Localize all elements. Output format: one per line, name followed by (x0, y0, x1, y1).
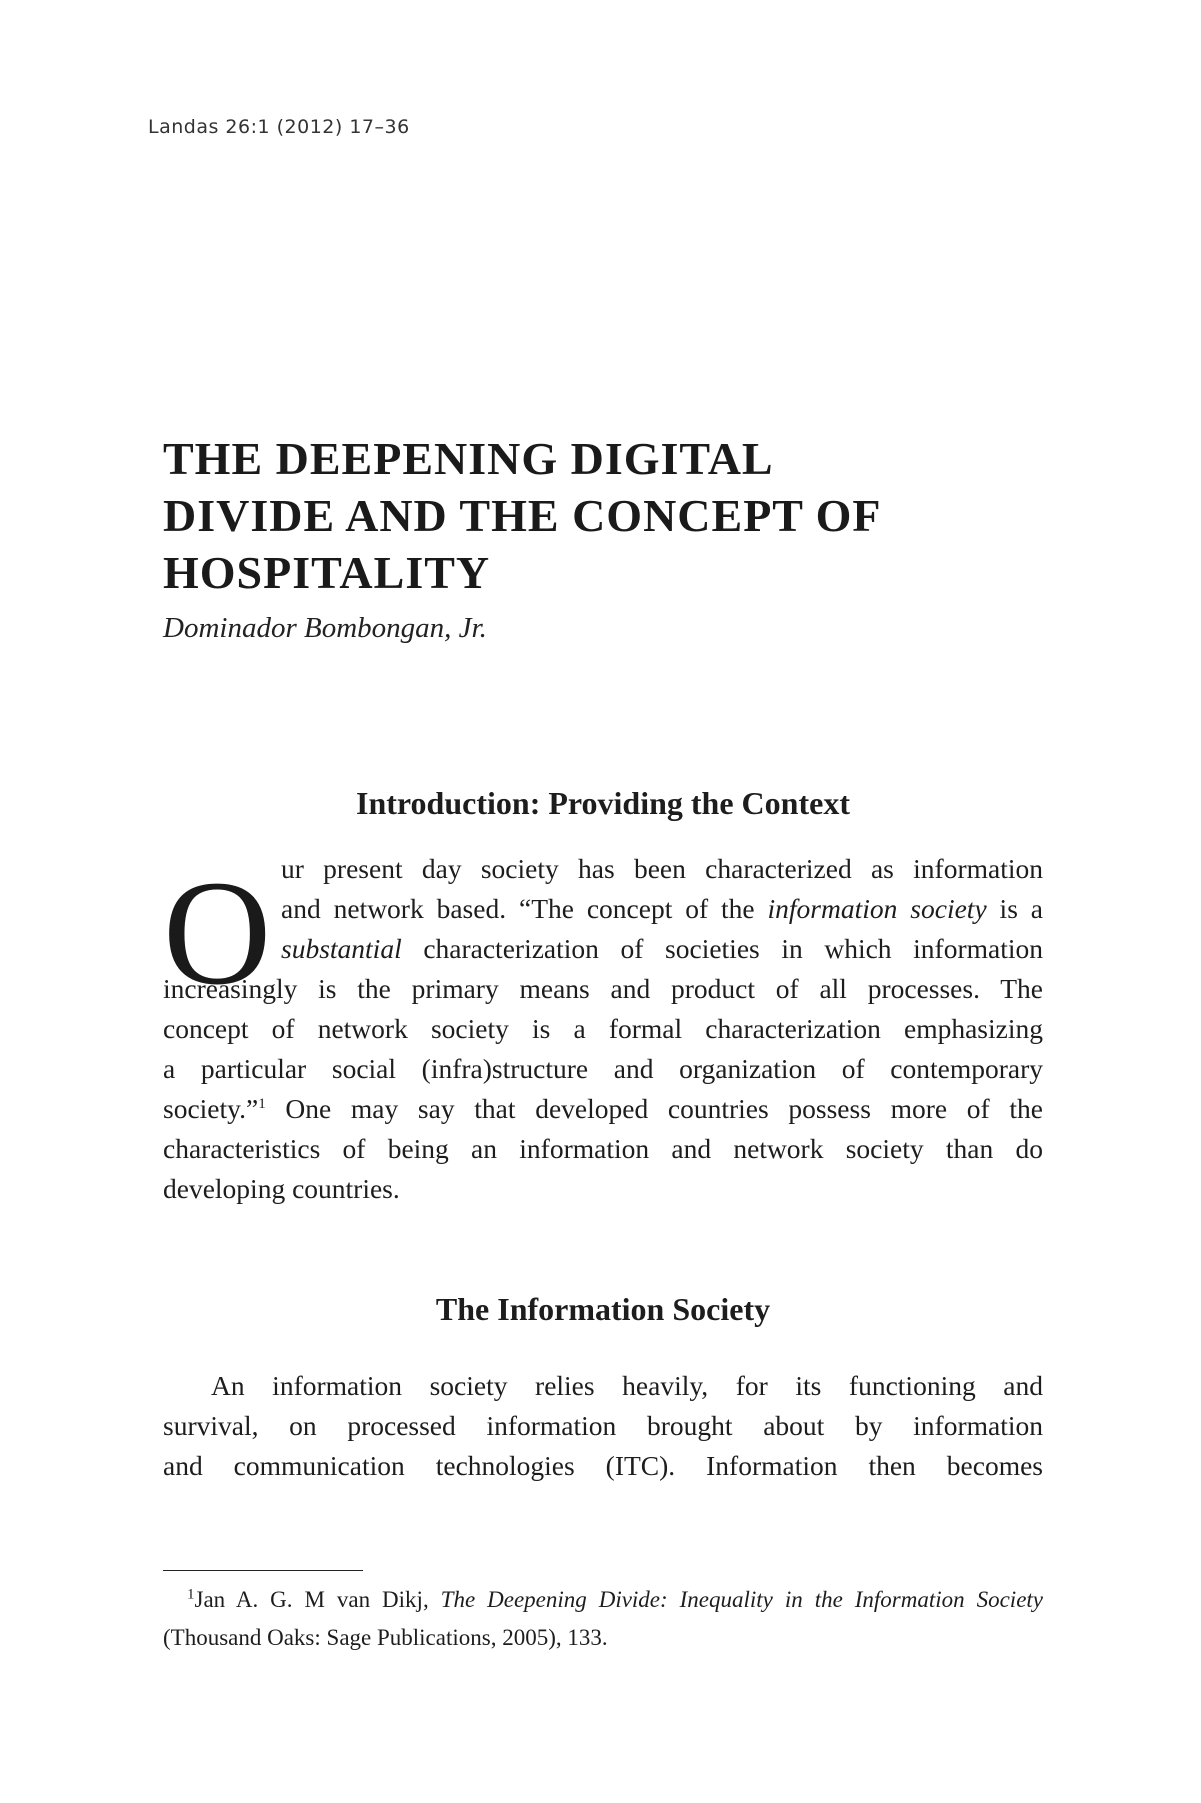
running-head: Landas 26:1 (2012) 17–36 (148, 116, 410, 138)
paragraph-line: increasingly is the primary means and product of all processes. The (163, 973, 1043, 1004)
paragraph-line: concept of network society is a formal characterization emphasizing (163, 1013, 1043, 1044)
paragraph-line: characteristics of being an information and network society than do (163, 1133, 1043, 1164)
paragraph-line: a particular social (infra)structure and organization of contemporary (163, 1053, 1043, 1084)
author-name: Dominador Bombongan, Jr. (163, 612, 487, 644)
footnote-reference[interactable]: 1 (258, 1095, 266, 1112)
title-line-1: THE DEEPENING DIGITAL (163, 433, 774, 484)
emphasis-text: substantial (281, 933, 402, 964)
footnote-number: 1 (187, 1586, 195, 1603)
emphasis-text: information society (767, 893, 987, 924)
footnote-book-title: The Deepening Divide: Inequality in the Information Society (440, 1587, 1044, 1612)
title-line-3: HOSPITALITY (163, 547, 491, 598)
paragraph-line (281, 933, 1043, 973)
footnote-divider (163, 1570, 363, 1571)
title-line-2: DIVIDE AND THE CONCEPT OF (163, 490, 882, 541)
paragraph-line: ur present day society has been characterized as information (281, 853, 1043, 884)
text-run: society.” (163, 1093, 259, 1124)
paragraph-line: survival, on processed information brought about by information (163, 1410, 1043, 1441)
paragraph-line: An information society relies heavily, for its functioning and (211, 1370, 1043, 1401)
paragraph-line: developing countries. (163, 1173, 400, 1204)
section-heading-introduction: Introduction: Providing the Context (356, 785, 850, 821)
paragraph-line (163, 1093, 1043, 1133)
section-heading-information-society: The Information Society (435, 1291, 771, 1327)
paragraph-line: and communication technologies (ITC). Information then becomes (163, 1450, 1043, 1481)
text-run: is a (986, 893, 1043, 924)
text-run: characterization of societies in which information (401, 933, 1043, 964)
footnote-line: (Thousand Oaks: Sage Publications, 2005), 133. (163, 1625, 608, 1650)
text-run: One may say that developed countries possess more of the (265, 1093, 1043, 1124)
paragraph-line (281, 893, 1043, 933)
footnote-citation: Jan A. G. M van Dikj, (194, 1587, 441, 1612)
text-run: and network based. “The concept of the (281, 893, 768, 924)
footnote-line (187, 1587, 1043, 1621)
article-title (163, 430, 1063, 601)
drop-cap: O (163, 850, 272, 1016)
